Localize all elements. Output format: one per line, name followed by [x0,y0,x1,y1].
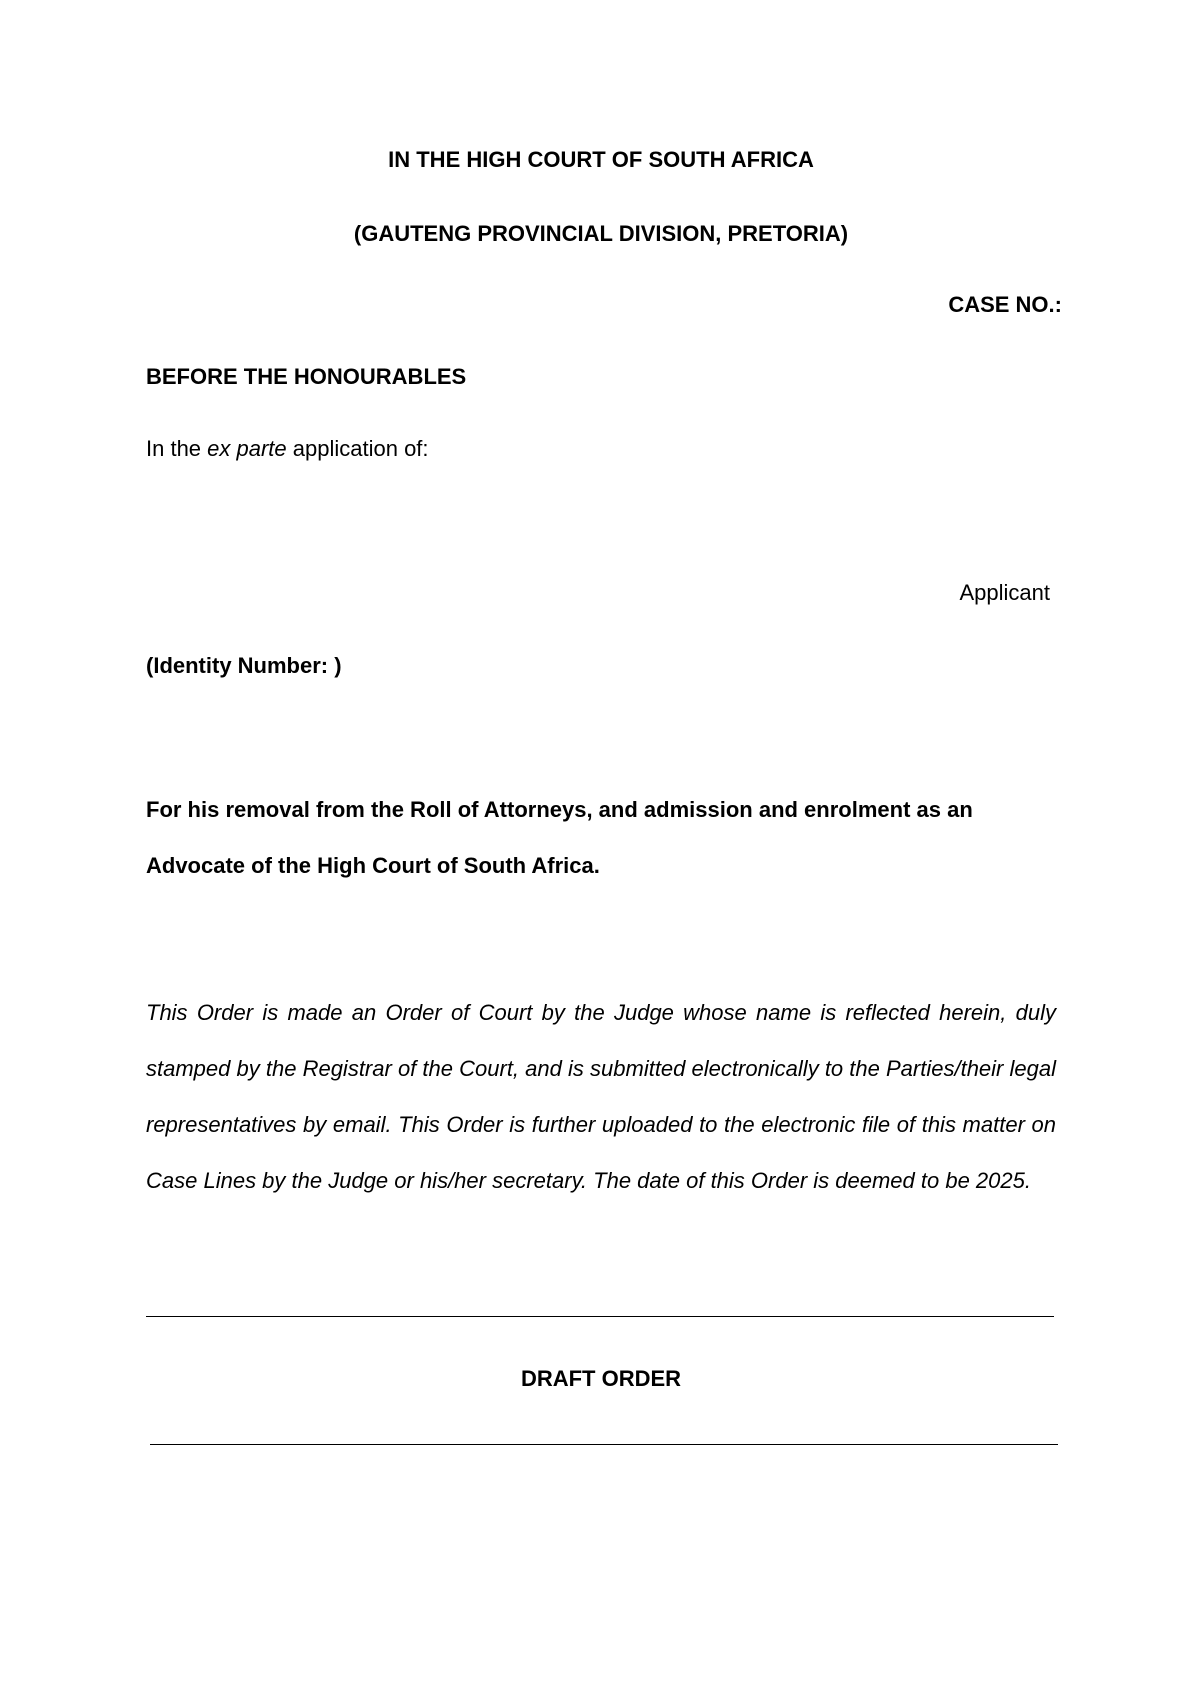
court-heading: IN THE HIGH COURT OF SOUTH AFRICA [388,147,814,172]
application-intro-suffix: application of: [286,436,429,461]
divider-top [146,1316,1054,1317]
draft-order-title: DRAFT ORDER [520,1366,682,1391]
identity-number: (Identity Number: ) [146,653,342,678]
party-role: Applicant [959,580,1050,605]
purpose-line-1: For his removal from the Roll of Attorneys, and admission and enrolment as an [146,797,973,822]
application-intro-prefix: In the [146,436,208,461]
order-notice: This Order is made an Order of Court by the Judge whose name is reflected herein, duly stamped by the Registrar of the Court, and is submitted electronically to the Parties/their legal representatives by email. This Order is further uploaded to the electronic file of this matter on Case Lines by the Judge or his/her secretary. The date of this Order is deemed to be 2025. [146,1000,1056,1193]
application-intro-italic: ex parte [207,436,287,461]
case-number-label: CASE NO.: [948,292,1062,317]
divider-bottom [150,1444,1058,1445]
purpose-line-2: Advocate of the High Court of South Africa. [146,853,600,878]
before-heading: BEFORE THE HONOURABLES [146,364,467,389]
division-heading: (GAUTENG PROVINCIAL DIVISION, PRETORIA) [353,221,849,246]
application-intro [146,436,429,462]
